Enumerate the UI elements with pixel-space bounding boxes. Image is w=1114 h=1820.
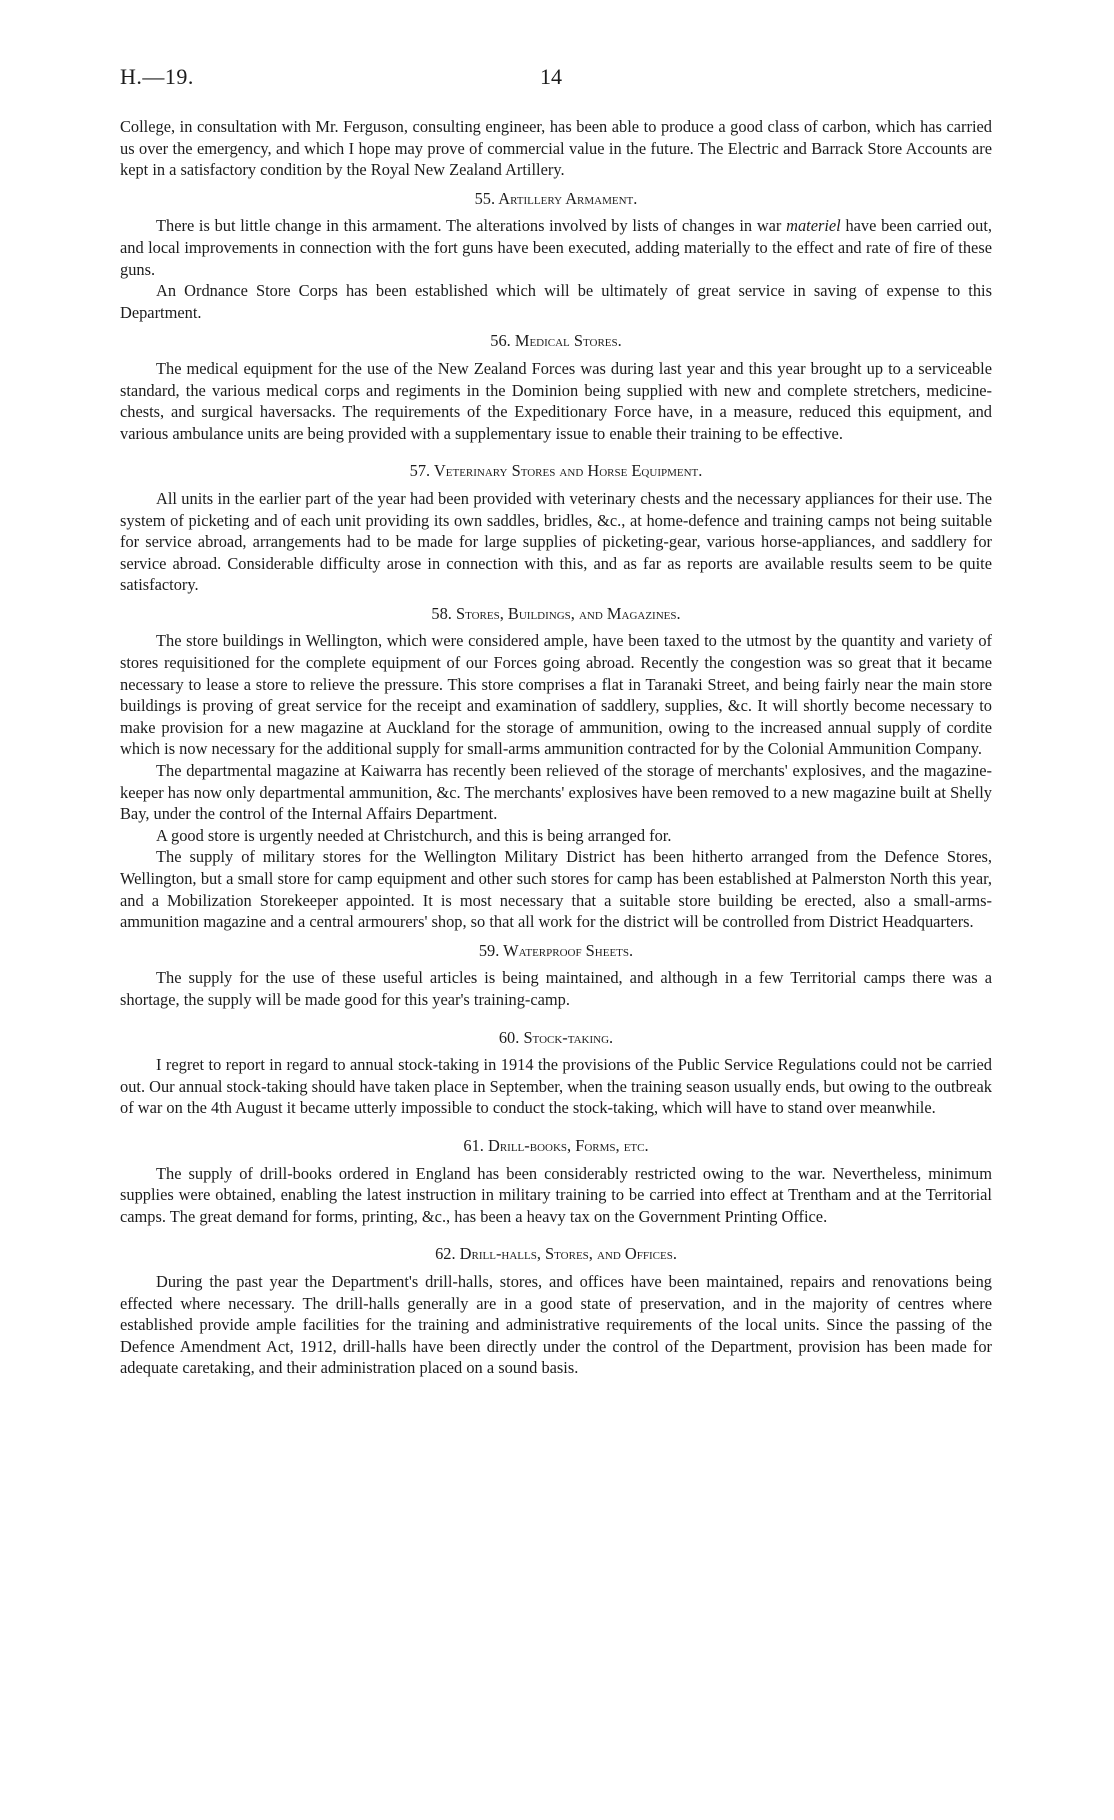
section-heading-60: 60. Stock-taking. <box>498 1027 614 1047</box>
paragraph-56-1: The medical equipment for the use of the New Zealand Forces was during last year and this year brought up to a serviceable standard, the various medical corps and regiments in the Dominion being supplied with new and complete stretchers, medicine-chests, and surgical haversacks. The requirements of the Expeditionary Force have, in a measure, reduced this equipment, and various ambulance units are being provided with a supplementary issue to enable their training to be effective. <box>120 358 992 443</box>
paragraph-55-1-b: have been carried out, and local improvements in connection with the fort guns have been executed, adding materially to the effect and rate of fire of these guns. <box>120 216 992 279</box>
paragraph-57-1: All units in the earlier part of the year had been provided with veterinary chests and the necessary appliances for their use. The system of picketing and of each unit providing its own saddles, bridles, &c., at home-defence and training camps not being suitable for service abroad, arrangements had to be made for large supplies of picketing-gear, various horse-appliances, and saddlery for service abroad. Considerable difficulty arose in connection with this, and as far as reports are available results seem to be quite satisfactory. <box>120 488 992 595</box>
paragraph-58-2: The departmental magazine at Kaiwarra has recently been relieved of the storage of merchants' explosives, and the magazine-keeper has now only departmental ammunition, &c. The merchants' explosives have been removed to a new magazine built at Shelly Bay, under the control of the Internal Affairs Department. <box>120 761 992 824</box>
paragraph-55-1-a: There is but little change in this armament. The alterations involved by lists of changes in war <box>156 216 787 236</box>
paragraph-61-1: The supply of drill-books ordered in England has been considerably restricted owing to the war. Nevertheless, minimum supplies were obtained, enabling the latest instruction in military training to be carried into effect at Trentham and at the Territorial camps. The great demand for forms, printing, &c., has been a heavy tax on the Government Printing Office. <box>120 1163 992 1226</box>
page-header <box>120 64 990 94</box>
paragraph-55-1 <box>120 215 992 280</box>
section-heading-55: 55. Artillery Armament. <box>474 188 638 208</box>
section-heading-59: 59. Waterproof Sheets. <box>478 940 634 960</box>
paragraph-60-1: I regret to report in regard to annual stock-taking in 1914 the provisions of the Public Service Regulations could not be carried out. Our annual stock-taking should have taken place in September, when the training season usually ends, but owing to the outbreak of war on the 4th August it became utterly impossible to conduct the stock-taking, which will have to stand over meanwhile. <box>120 1055 992 1118</box>
section-heading-62: 62. Drill-halls, Stores, and Offices. <box>435 1244 677 1264</box>
section-heading-56: 56. Medical Stores. <box>490 331 622 351</box>
paragraph-intro: College, in consultation with Mr. Ferguson, consulting engineer, has been able to produce a good class of carbon, which has carried us over the emergency, and which I hope may prove of commercial value in the future. The Electric and Barrack Store Accounts are kept in a satisfactory condition by the Royal New Zealand Artillery. <box>120 117 992 180</box>
paragraph-55-2: An Ordnance Store Corps has been established which will be ultimately of great service in saving of expense to this Department. <box>120 281 992 322</box>
section-heading-57: 57. Veterinary Stores and Horse Equipment. <box>409 461 703 481</box>
body-text <box>120 116 992 1379</box>
paragraph-55-1-italic: materiel <box>786 216 841 236</box>
paragraph-58-1: The store buildings in Wellington, which were considered ample, have been taxed to the utmost by the quantity and variety of stores requisitioned for the complete equipment of our Forces going abroad. Recently the congestion was so great that it became necessary to lease a store to relieve the pressure. This store comprises a flat in Taranaki Street, and being fairly near the main store buildings is proving of great service for the receipt and examination of saddlery, supplies, &c. It will shortly become necessary to make provision for a new magazine at Auckland for the storage of ammunition, owing to the increased annual supply of cordite which is now necessary for the additional supply for small-arms ammunition contracted for by the Colonial Ammunition Company. <box>120 631 992 759</box>
document-reference: H.—19. <box>120 64 194 89</box>
section-heading-61: 61. Drill-books, Forms, etc. <box>463 1135 649 1155</box>
paragraph-58-3: A good store is urgently needed at Christchurch, and this is being arranged for. <box>156 825 672 845</box>
page-number: 14 <box>540 64 562 89</box>
paragraph-62-1: During the past year the Department's drill-halls, stores, and offices have been maintained, repairs and renovations being effected where necessary. The drill-halls generally are in a good state of preservation, and in the majority of centres where established provide ample facilities for the training and administrative requirements of the local units. Since the passing of the Defence Amendment Act, 1912, drill-halls have been directly under the control of the Department, provision has been made for adequate caretaking, and their administration placed on a sound basis. <box>120 1271 992 1378</box>
paragraph-59-1: The supply for the use of these useful articles is being maintained, and although in a few Territorial camps there was a shortage, the supply will be made good for this year's training-camp. <box>120 968 992 1009</box>
section-heading-58: 58. Stores, Buildings, and Magazines. <box>431 603 681 623</box>
paragraph-58-4: The supply of military stores for the Wellington Military District has been hitherto arranged from the Defence Stores, Wellington, but a small store for camp equipment and other such stores for camp has been established at Palmerston North this year, and a Mobilization Storekeeper appointed. It is most necessary that a suitable store building be erected, also a small-arms-ammunition magazine and a central armourers' shop, so that all work for the district will be controlled from District Headquarters. <box>120 847 992 932</box>
